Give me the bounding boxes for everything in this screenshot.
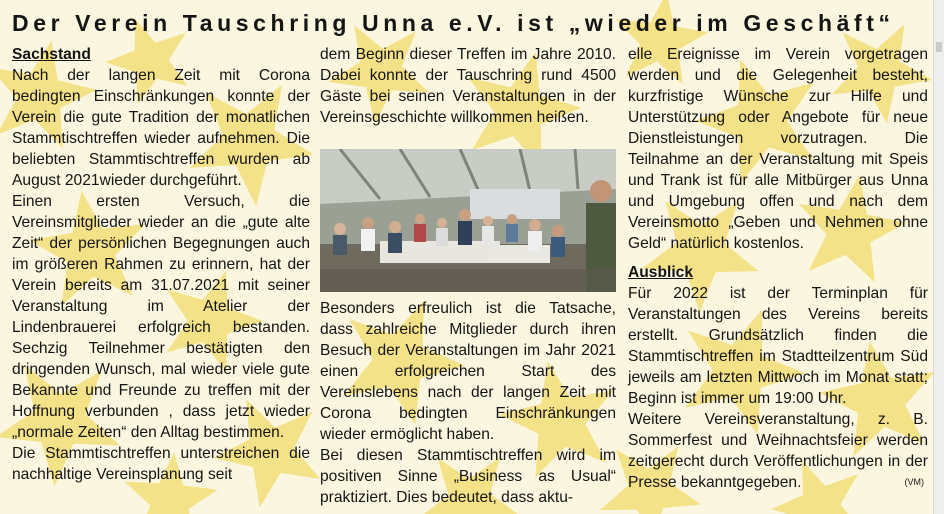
paragraph: Weitere Vereinsveranstaltung, z. B. Sommerfest und Weihnachtsfeier werden zeitgerecht durch Veröffentlichungen in der Presse bekanntgegeben. [628, 411, 928, 491]
paragraph: Nach der langen Zeit mit Corona bedingten Einschränkungen konnte der Verein die gute Tradition der monatlichen Stammtischtreffen wieder aufnehmen. Die beliebten Stammtischtreffen wurden ab August 2021wieder durchgeführt. [12, 67, 310, 189]
vertical-scrollbar[interactable] [933, 0, 944, 514]
section-heading-sachstand: Sachstand [12, 46, 91, 63]
section-heading-ausblick: Ausblick [628, 264, 693, 281]
article-headline: Der Verein Tauschring Unna e.V. ist „wieder im Geschäft“ [12, 10, 895, 36]
paragraph: Einen ersten Versuch, die Vereinsmitglieder wieder an die „gute alte Zeit“ der persönlichen Begegnungen auch im größeren Rahmen zu erinnern, hat der Verein bereits am 31.07.2021 mit seiner Veranstaltung im Atelier der Lindenbrauerei erfolgreich bestanden. Sechzig Teilnehmer bestätigten den dringenden Wunsch, mal wieder viele gute Bekannte und Freunde zu treffen mit der Hoffnung verbunden , dass jetzt wieder „normale Zeiten“ den Alltag bestimmen. [12, 193, 310, 441]
column-2-top [320, 44, 616, 128]
paragraph: Für 2022 ist der Terminplan für Veranstaltungen des Vereins bereits erstellt. Grundsätzlich finden die Stammtischtreffen im Stadtteilzentrum Süd jeweils am letzten Mittwoch im Monat statt; Beginn ist immer um 19:00 Uhr. [628, 285, 928, 407]
column-3-bottom [628, 262, 928, 493]
event-photo [320, 149, 616, 292]
author-signature: (VM) [904, 477, 924, 487]
paragraph: elle Ereignisse im Verein vorgetragen werden und die Gelegenheit besteht, kurzfristige Wünsche zur Hilfe und Unterstützung oder Angebote für neue Dienstleistungen vorzutragen. Die Teilnahme an der Veranstaltung mit Speis und Trank ist für alle Mitbürger aus Unna und Umgebung offen und nach dem Vereinsmotto „Geben und Nehmen ohne Geld“ natürlich kostenlos. [628, 46, 928, 252]
column-1 [12, 44, 310, 485]
paragraph: Bei diesen Stammtischtreffen wird im positiven Sinne „Business as Usual“ praktiziert. Dies bedeutet, dass aktu- [320, 447, 616, 506]
paragraph: Besonders erfreulich ist die Tatsache, dass zahlreiche Mitglieder durch ihren Besuch der Veranstaltungen im Jahr 2021 einen erfolgreichen Start des Vereinslebens nach der langen Zeit mit Corona bedingten Einschränkungen wieder ermöglicht haben. [320, 300, 616, 443]
column-2-bottom [320, 298, 616, 508]
scrollbar-thumb[interactable] [936, 42, 942, 52]
paragraph: dem Beginn dieser Treffen im Jahre 2010. Dabei konnte der Tauschring rund 4500 Gäste bei seinen Veranstaltungen in der Vereinsgeschichte willkommen heißen. [320, 46, 616, 126]
paragraph: Die Stammtischtreffen unterstreichen die nachhaltige Vereinsplanung seit [12, 445, 310, 483]
column-3-top [628, 44, 928, 254]
